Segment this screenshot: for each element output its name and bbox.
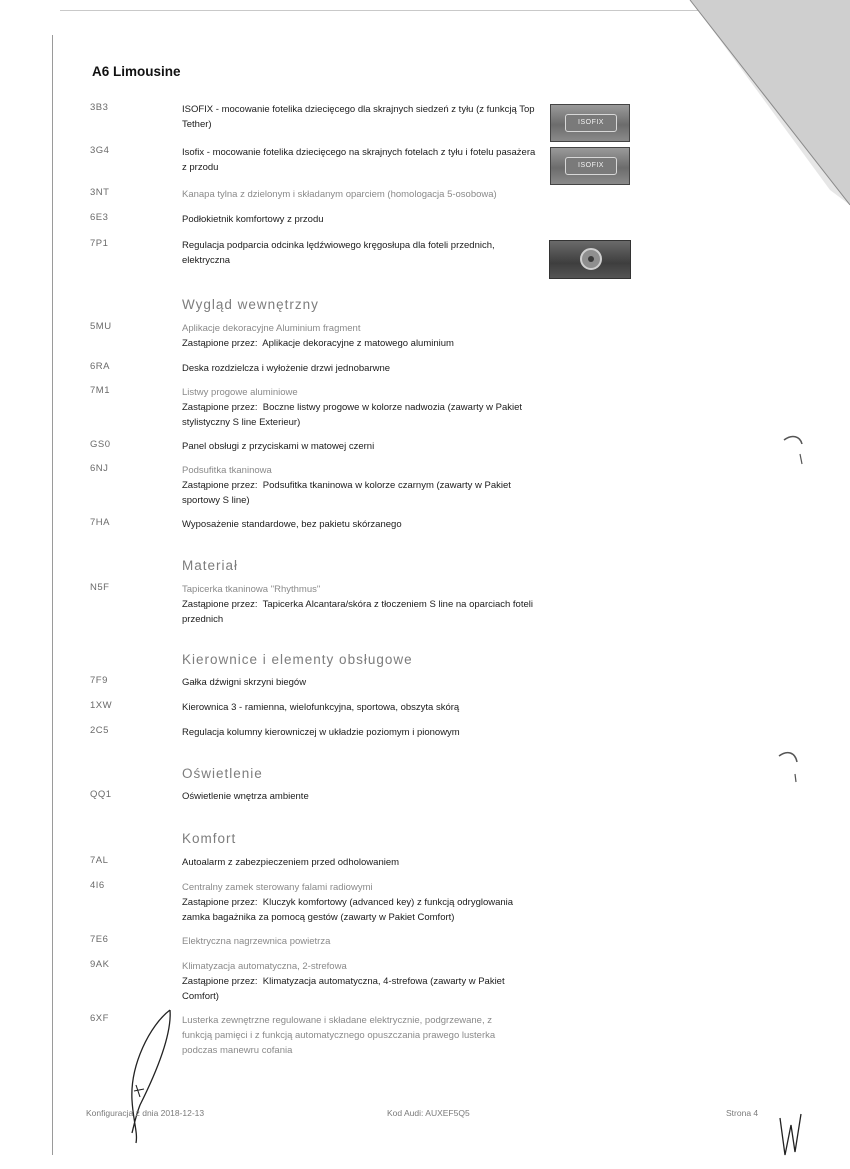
margin-mark: [775, 748, 805, 788]
section-title-lighting: Oświetlenie: [182, 766, 263, 781]
option-code: 6NJ: [90, 463, 109, 474]
option-text: Kierownica 3 - ramienna, wielofunkcyjna, sportowa, obszyta skórą: [182, 702, 460, 713]
option-code: 5MU: [90, 321, 112, 332]
original-option: Klimatyzacja automatyczna, 2-strefowa: [182, 961, 347, 972]
option-code: 7P1: [90, 238, 109, 249]
option-code: 3B3: [90, 102, 109, 113]
option-text: [182, 385, 542, 430]
model-title: A6 Limousine: [92, 64, 181, 79]
option-text: Regulacja kolumny kierowniczej w układzie poziomym i pionowym: [182, 727, 460, 738]
original-option: Podsufitka tkaninowa: [182, 465, 272, 476]
replacement-option: Podsufitka tkaninowa w kolorze czarnym (zawarty w Pakiet sportowy S line): [182, 480, 511, 506]
page-fold-corner: [680, 0, 850, 210]
option-code: GS0: [90, 439, 111, 450]
option-text: Gałka dźwigni skrzyni biegów: [182, 677, 307, 688]
option-code: 2C5: [90, 725, 109, 736]
isofix-badge: ISOFIX: [565, 157, 617, 175]
option-text: Regulacja podparcia odcinka lędźwiowego kręgosłupa dla foteli przednich, elektryczna: [182, 240, 495, 266]
option-text: Kanapa tylna z dzielonym i składanym oparciem (homologacja 5-osobowa): [182, 189, 497, 200]
replaced-label: Zastąpione przez:: [182, 976, 258, 987]
option-code: 3G4: [90, 145, 110, 156]
option-code: 7AL: [90, 855, 109, 866]
handwritten-initials: [775, 1110, 805, 1160]
option-text: [182, 880, 542, 925]
section-title-steering: Kierownice i elementy obsługowe: [182, 652, 413, 667]
replacement-option: Boczne listwy progowe w kolorze nadwozia (zawarty w Pakiet stylistyczny S line Exterieur): [182, 402, 523, 428]
section-title-material: Materiał: [182, 558, 239, 573]
replacement-option: Kluczyk komfortowy (advanced key) z funkcją odryglowania zamka bagażnika za pomocą gestów (zawarty w Pakiet Comfort): [182, 897, 514, 923]
option-text: Isofix - mocowanie fotelika dziecięcego na skrajnych fotelach z tyłu i fotelu pasażera z przodu: [182, 147, 536, 173]
replaced-label: Zastąpione przez:: [182, 338, 258, 349]
footer-config-date: Konfiguracja z dnia 2018-12-13: [86, 1108, 205, 1118]
replaced-label: Zastąpione przez:: [182, 599, 258, 610]
replaced-label: Zastąpione przez:: [182, 897, 258, 908]
original-option: Listwy progowe aluminiowe: [182, 387, 298, 398]
option-code: 4I6: [90, 880, 105, 891]
option-text: Podłokietnik komfortowy z przodu: [182, 214, 324, 225]
option-text: Autoalarm z zabezpieczeniem przed odholowaniem: [182, 857, 400, 868]
lumbar-knob-icon: [580, 248, 602, 270]
option-code: 1XW: [90, 700, 113, 711]
replaced-label: Zastąpione przez:: [182, 480, 258, 491]
isofix-thumbnail: [550, 147, 630, 185]
option-text: [182, 321, 542, 351]
scan-edge-left: [52, 35, 53, 1155]
option-code: 7E6: [90, 934, 109, 945]
option-code: N5F: [90, 582, 110, 593]
handwritten-signature: [110, 1005, 190, 1145]
isofix-thumbnail: [550, 104, 630, 142]
footer-page-number: Strona 4: [726, 1108, 759, 1118]
section-title-comfort: Komfort: [182, 831, 237, 846]
section-title-interior: Wygląd wewnętrzny: [182, 297, 319, 312]
option-text: Deska rozdzielcza i wyłożenie drzwi jednobarwne: [182, 363, 391, 374]
option-text: Oświetlenie wnętrza ambiente: [182, 791, 309, 802]
original-option: Aplikacje dekoracyjne Aluminium fragment: [182, 323, 361, 334]
original-option: Tapicerka tkaninowa "Rhythmus": [182, 584, 321, 595]
option-text: Panel obsługi z przyciskami w matowej czerni: [182, 441, 375, 452]
option-code: 7F9: [90, 675, 108, 686]
isofix-badge: ISOFIX: [565, 114, 617, 132]
replacement-option: Aplikacje dekoracyjne z matowego aluminium: [262, 338, 454, 349]
margin-mark: [780, 432, 810, 472]
option-text: Lusterka zewnętrzne regulowane i składane elektrycznie, podgrzewane, z funkcją pamięci i z funkcją automatycznego opuszczania prawego lusterka podczas manewru cofania: [182, 1015, 496, 1056]
replaced-label: Zastąpione przez:: [182, 402, 258, 413]
original-option: Centralny zamek sterowany falami radiowymi: [182, 882, 373, 893]
replacement-option: Klimatyzacja automatyczna, 4-strefowa (zawarty w Pakiet Comfort): [182, 976, 505, 1002]
option-text: [182, 959, 542, 1004]
option-text: [182, 463, 542, 508]
option-code: 3NT: [90, 187, 110, 198]
option-code: 6XF: [90, 1013, 109, 1024]
option-text: Elektryczna nagrzewnica powietrza: [182, 936, 331, 947]
footer-audi-code: Kod Audi: AUXEF5Q5: [387, 1108, 470, 1118]
option-text: ISOFIX - mocowanie fotelika dziecięcego dla skrajnych siedzeń z tyłu (z funkcją Top Tether): [182, 104, 535, 130]
option-code: 7M1: [90, 385, 110, 396]
option-code: 9AK: [90, 959, 110, 970]
replacement-option: Tapicerka Alcantara/skóra z tłoczeniem S line na oparciach foteli przednich: [182, 599, 533, 625]
option-text: [182, 582, 542, 627]
lumbar-control-thumbnail: [549, 240, 631, 279]
option-text: Wyposażenie standardowe, bez pakietu skórzanego: [182, 519, 402, 530]
option-code: 7HA: [90, 517, 110, 528]
option-code: QQ1: [90, 789, 112, 800]
option-code: 6RA: [90, 361, 110, 372]
option-code: 6E3: [90, 212, 109, 223]
